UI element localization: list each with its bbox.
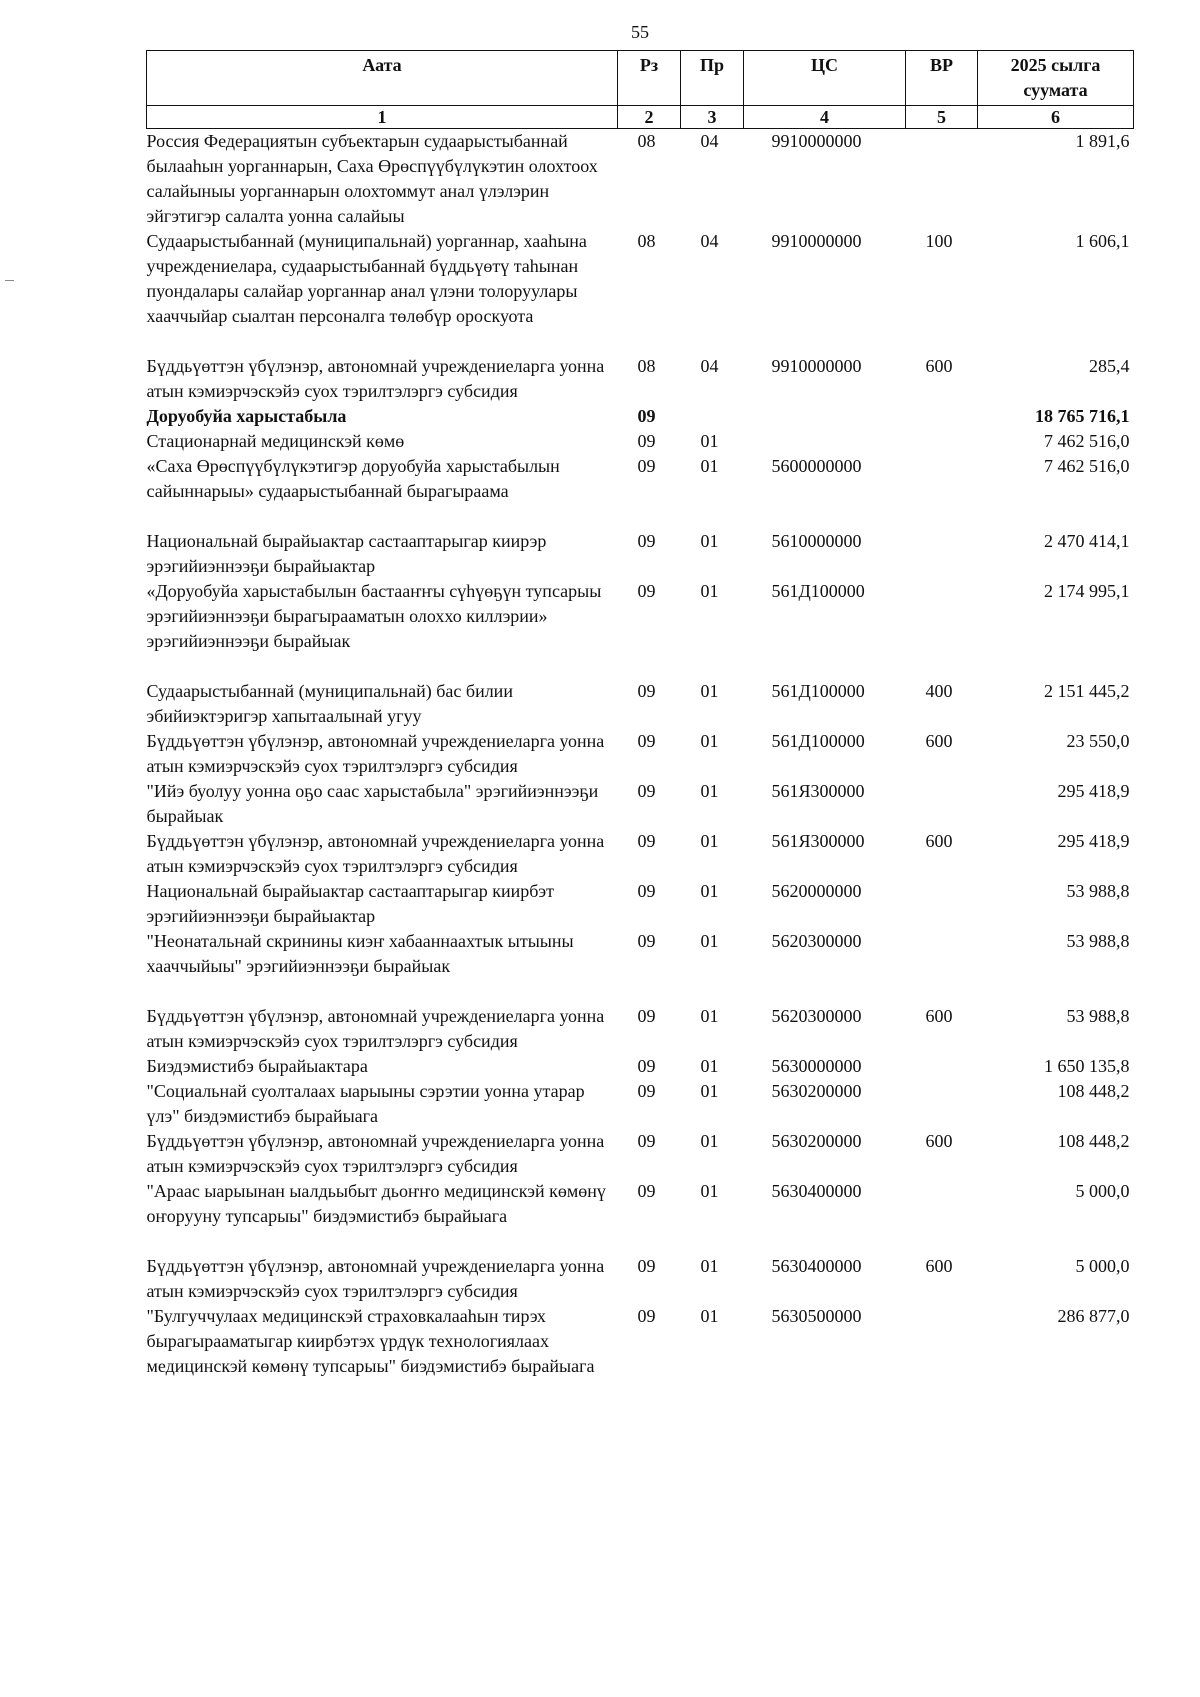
cell-vr: 400 (925, 681, 953, 701)
cell-sum: 285,4 (1089, 356, 1130, 376)
table-body (147, 129, 1134, 1380)
cell-pr: 01 (700, 431, 719, 451)
table-row (147, 679, 1134, 729)
cell-sum: 18 765 716,1 (1035, 406, 1130, 426)
table-row (147, 354, 1134, 404)
cell-vr (906, 779, 978, 829)
table-row (147, 1179, 1134, 1254)
column-number: 1 (147, 106, 618, 129)
cell-pr: 01 (700, 1181, 719, 1201)
cell-rz: 09 (637, 1131, 656, 1151)
cell-sum: 7 462 516,0 (1044, 456, 1130, 476)
table-row (147, 429, 1134, 454)
table-row (147, 879, 1134, 929)
cell-pr: 01 (700, 1131, 719, 1151)
cell-cs: 561Д100000 (771, 681, 865, 701)
cell-cs: 5630400000 (771, 1256, 862, 1276)
column-header-vr: ВР (906, 51, 978, 106)
column-number: 6 (978, 106, 1134, 129)
scan-mark (5, 280, 14, 281)
column-number-row (147, 106, 1134, 129)
cell-sum: 108 448,2 (1057, 1081, 1130, 1101)
table-row (147, 579, 1134, 679)
cell-pr: 01 (700, 831, 719, 851)
table-row (147, 1254, 1134, 1304)
cell-cs: 5630200000 (771, 1081, 862, 1101)
table-row (147, 129, 1134, 230)
cell-rz: 09 (637, 1006, 656, 1026)
cell-vr (906, 1304, 978, 1379)
cell-sum: 2 151 445,2 (1044, 681, 1130, 701)
cell-cs: 9910000000 (771, 231, 862, 251)
cell-vr (906, 529, 978, 579)
cell-name: Доруобуйа харыстабыла (146, 406, 347, 426)
cell-pr: 01 (700, 1056, 719, 1076)
cell-sum: 1 606,1 (1075, 231, 1130, 251)
cell-cs: 5630400000 (771, 1181, 862, 1201)
cell-rz: 08 (637, 356, 656, 376)
cell-sum: 23 550,0 (1066, 731, 1130, 751)
table-row (147, 1054, 1134, 1079)
cell-cs: 5600000000 (771, 456, 862, 476)
cell-rz: 09 (637, 456, 656, 476)
cell-rz: 09 (637, 1181, 656, 1201)
cell-cs: 5630500000 (771, 1306, 862, 1326)
table-row (147, 779, 1134, 829)
cell-rz: 08 (637, 231, 656, 251)
cell-pr: 01 (700, 1006, 719, 1026)
cell-vr (906, 929, 978, 1004)
cell-pr: 01 (700, 931, 719, 951)
column-number: 4 (744, 106, 906, 129)
table-row (147, 1004, 1134, 1054)
cell-pr: 01 (700, 681, 719, 701)
column-header-sum: 2025 сылга суумата (978, 51, 1134, 106)
cell-cs (744, 404, 906, 429)
cell-name: "Неонатальнай скринины киэҥ хабааннаахтык ытыыны хааччыйыы" эрэгийиэннээҕи бырайыак (146, 931, 574, 976)
cell-sum: 5 000,0 (1075, 1181, 1130, 1201)
cell-pr: 04 (700, 231, 719, 251)
cell-name: Биэдэмистибэ бырайыактара (146, 1056, 368, 1076)
column-number: 2 (618, 106, 681, 129)
cell-cs: 561Я300000 (771, 781, 865, 801)
cell-name: Бүддьүөттэн үбүлэнэр, автономнай учреждениеларга уонна атын кэмиэрчэскэйэ суох тэрилтэлэргэ субсидия (146, 731, 605, 776)
cell-vr: 600 (925, 1131, 953, 1151)
cell-rz: 09 (637, 931, 656, 951)
cell-vr: 600 (925, 831, 953, 851)
cell-pr: 01 (700, 581, 719, 601)
cell-cs: 5620300000 (771, 931, 862, 951)
cell-cs: 5630000000 (771, 1056, 862, 1076)
cell-pr: 04 (700, 356, 719, 376)
table-row (147, 1304, 1134, 1379)
cell-sum: 108 448,2 (1057, 1131, 1130, 1151)
budget-table (146, 50, 1134, 1379)
cell-sum: 53 988,8 (1066, 931, 1130, 951)
table-row (147, 529, 1134, 579)
cell-cs: 5630200000 (771, 1131, 862, 1151)
table-row (147, 829, 1134, 879)
cell-vr: 600 (925, 1256, 953, 1276)
cell-sum: 2 470 414,1 (1044, 531, 1130, 551)
cell-cs: 561Д100000 (771, 581, 865, 601)
cell-name: «Саха Өрөспүүбүлүкэтигэр доруобуйа харыстабылын сайыннарыы» судаарыстыбаннай бырагыраама (146, 456, 560, 501)
cell-name: "Ийэ буолуу уонна оҕо саас харыстабыла" эрэгийиэннээҕи бырайыак (146, 781, 599, 826)
cell-vr (906, 879, 978, 929)
cell-vr: 100 (925, 231, 953, 251)
cell-sum: 1 650 135,8 (1044, 1056, 1130, 1076)
cell-vr: 600 (925, 356, 953, 376)
cell-cs: 9910000000 (771, 131, 862, 151)
page-number: 55 (631, 22, 649, 42)
cell-pr: 01 (700, 456, 719, 476)
cell-rz: 09 (637, 406, 656, 426)
cell-name: Судаарыстыбаннай (муниципальнай) бас билии эбийиэктэригэр хапытаалынай угуу (146, 681, 513, 726)
cell-name: "Араас ыарыынан ыалдьыбыт дьоҥҥо медицинскэй көмөнү оҥорууну тупсарыы" биэдэмистибэ бырайыага (146, 1181, 606, 1226)
cell-cs (744, 429, 906, 454)
cell-sum: 1 891,6 (1075, 131, 1130, 151)
cell-pr: 04 (700, 131, 719, 151)
cell-sum: 295 418,9 (1057, 781, 1130, 801)
cell-rz: 09 (637, 881, 656, 901)
cell-name: Бүддьүөттэн үбүлэнэр, автономнай учреждениеларга уонна атын кэмиэрчэскэйэ суох тэрилтэлэргэ субсидия (146, 1131, 605, 1176)
cell-name: Бүддьүөттэн үбүлэнэр, автономнай учреждениеларга уонна атын кэмиэрчэскэйэ суох тэрилтэлэргэ субсидия (146, 1256, 605, 1301)
cell-name: Национальнай бырайыактар састааптарыгар киирбэт эрэгийиэннээҕи бырайыактар (146, 881, 554, 926)
table-row (147, 1079, 1134, 1129)
cell-vr (906, 1179, 978, 1254)
cell-name: «Доруобуйа харыстабылын бастааҥҥы сүһүөҕүн тупсарыы эрэгийиэннээҕи бырагырааматын олоххо киллэрии» эрэгийиэннээҕи бырайыак (146, 581, 602, 651)
cell-name: Стационарнай медицинскэй көмө (146, 431, 405, 451)
cell-rz: 09 (637, 581, 656, 601)
cell-sum: 53 988,8 (1066, 881, 1130, 901)
column-header-pr: Пр (681, 51, 744, 106)
cell-name: Судаарыстыбаннай (муниципальнай) уорганнар, хааһына учреждениелара, судаарыстыбаннай бүддьүөтү таһынан пуондалары салайар уорганнар анал үлэни толоруулары хааччыйар сыалтан персоналга төлөбүр ороскуота (146, 231, 587, 326)
cell-pr: 01 (700, 881, 719, 901)
cell-sum: 5 000,0 (1075, 1256, 1130, 1276)
cell-vr (906, 579, 978, 679)
column-header-cs: ЦС (744, 51, 906, 106)
cell-sum: 2 174 995,1 (1044, 581, 1130, 601)
cell-cs: 5610000000 (771, 531, 862, 551)
cell-cs: 5620000000 (771, 881, 862, 901)
cell-vr: 600 (925, 731, 953, 751)
cell-name: "Булгуччулаах медицинскэй страховкалааһын тирэх бырагырааматыгар киирбэтэх үрдүк технологиялаах медицинскэй көмөнү тупсарыы" биэдэмистибэ бырайыага (146, 1306, 595, 1376)
header-row (147, 51, 1134, 106)
cell-sum: 286 877,0 (1057, 1306, 1130, 1326)
cell-pr: 01 (700, 1081, 719, 1101)
cell-rz: 09 (637, 831, 656, 851)
cell-pr: 01 (700, 1256, 719, 1276)
cell-vr (906, 429, 978, 454)
column-number: 5 (906, 106, 978, 129)
cell-sum: 53 988,8 (1066, 1006, 1130, 1026)
table-row (147, 229, 1134, 354)
column-header-name: Аата (147, 51, 618, 106)
cell-pr: 01 (700, 781, 719, 801)
column-header-rz: Рз (618, 51, 681, 106)
cell-rz: 09 (637, 681, 656, 701)
cell-vr (906, 1054, 978, 1079)
cell-pr: 01 (700, 731, 719, 751)
table-row (147, 404, 1134, 429)
cell-name: Национальнай бырайыактар састааптарыгар киирэр эрэгийиэннээҕи бырайыактар (146, 531, 547, 576)
cell-name: Бүддьүөттэн үбүлэнэр, автономнай учреждениеларга уонна атын кэмиэрчэскэйэ суох тэрилтэлэргэ субсидия (146, 1006, 605, 1051)
cell-cs: 5620300000 (771, 1006, 862, 1026)
cell-name: Бүддьүөттэн үбүлэнэр, автономнай учреждениеларга уонна атын кэмиэрчэскэйэ суох тэрилтэлэргэ субсидия (146, 356, 605, 401)
cell-rz: 09 (637, 731, 656, 751)
table-row (147, 929, 1134, 1004)
cell-pr: 01 (700, 1306, 719, 1326)
cell-rz: 09 (637, 1306, 656, 1326)
cell-cs: 561Д100000 (771, 731, 865, 751)
cell-vr (906, 129, 978, 230)
cell-rz: 09 (637, 531, 656, 551)
cell-rz: 09 (637, 781, 656, 801)
table-row (147, 454, 1134, 529)
table-row (147, 1129, 1134, 1179)
cell-cs: 561Я300000 (771, 831, 865, 851)
cell-vr (906, 404, 978, 429)
cell-rz: 08 (637, 131, 656, 151)
cell-vr (906, 454, 978, 529)
cell-sum: 295 418,9 (1057, 831, 1130, 851)
cell-rz: 09 (637, 1056, 656, 1076)
cell-rz: 09 (637, 1081, 656, 1101)
cell-cs: 9910000000 (771, 356, 862, 376)
cell-name: "Социальнай суолталаах ыарыыны сэрэтии уонна утарар үлэ" биэдэмистибэ бырайыага (146, 1081, 585, 1126)
cell-pr (681, 404, 744, 429)
cell-vr: 600 (925, 1006, 953, 1026)
cell-vr (906, 1079, 978, 1129)
table-row (147, 729, 1134, 779)
cell-sum: 7 462 516,0 (1044, 431, 1130, 451)
cell-rz: 09 (637, 1256, 656, 1276)
column-number: 3 (681, 106, 744, 129)
cell-pr: 01 (700, 531, 719, 551)
cell-rz: 09 (637, 431, 656, 451)
cell-name: Бүддьүөттэн үбүлэнэр, автономнай учреждениеларга уонна атын кэмиэрчэскэйэ суох тэрилтэлэргэ субсидия (146, 831, 605, 876)
table-header (147, 51, 1134, 129)
cell-name: Россия Федерациятын субъектарын судаарыстыбаннай былааһын уорганнарын, Саха Өрөспүүбүлүкэтин олохтоох салайыныы уорганнарын олохтоммут анал үлэлэрин эйгэтигэр салалта уонна салайыы (146, 131, 598, 226)
